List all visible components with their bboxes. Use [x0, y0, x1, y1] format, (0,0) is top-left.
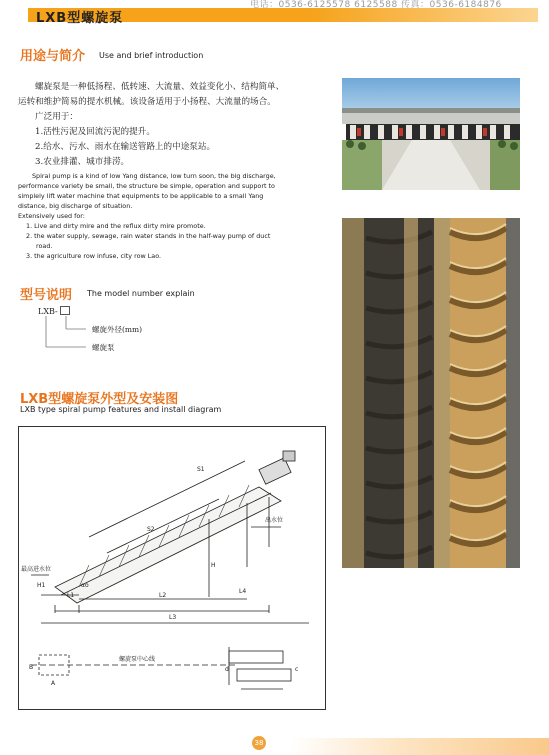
label-l3: L3	[169, 614, 177, 621]
page-number: 38	[252, 736, 266, 750]
label-s2: S2	[147, 526, 155, 533]
install-heading-cn: LXB型螺旋泵外型及安装图	[20, 392, 179, 407]
label-h1: H1	[37, 582, 46, 589]
label-out-level: 出水位	[265, 517, 284, 524]
item-en-3: 3. the agriculture row infuse, city row Lao.	[26, 252, 162, 260]
label-h: H	[211, 562, 216, 569]
used-for-en: Extensively used for:	[18, 212, 85, 220]
label-a: A	[51, 680, 56, 687]
model-code-text: LXB-	[38, 307, 58, 316]
intro-en-line4: distance, big discharge of situation.	[18, 202, 133, 210]
item-cn-3: 3.农业排灌、城市排涝。	[35, 157, 130, 167]
used-for-cn: 广泛用于：	[35, 112, 78, 122]
model-heading-en: The model number explain	[87, 289, 195, 298]
intro-en-line2: performance variety be small, the structure be simple, operation and support to	[18, 182, 275, 190]
model-label-diameter: 螺旋外径(mm)	[92, 325, 143, 334]
model-label-pump: 螺旋泵	[92, 343, 115, 352]
label-center-line: 螺旋泵中心线	[119, 656, 156, 663]
pump-station-photo	[342, 78, 520, 190]
screw-pump-photo	[342, 218, 520, 568]
label-b: B	[29, 664, 34, 671]
install-diagram	[18, 426, 326, 710]
page-title: LXB型螺旋泵	[36, 11, 124, 26]
item-cn-2: 2.给水、污水、雨水在输送管路上的中途泵站。	[35, 142, 216, 152]
install-heading-en: LXB type spiral pump features and install diagram	[20, 405, 222, 414]
intro-heading-cn: 用途与简介	[20, 49, 86, 64]
model-leader-lines	[40, 312, 100, 354]
model-heading-cn: 型号说明	[20, 288, 73, 303]
label-d: d	[225, 666, 229, 673]
label-max-level: 最高进水位	[21, 566, 52, 573]
item-en-2-cont: road.	[36, 242, 53, 250]
contact-info: 电话：0536-6125578 6125588 传真：0536-6184876	[250, 0, 502, 10]
intro-en-line1: Spiral pump is a kind of low Yang distance, low turn soon, the big discharge,	[32, 172, 276, 180]
intro-para-line1: 螺旋泵是一种低扬程、低转速、大流量、效益变化小、结构简单、	[35, 82, 285, 92]
item-cn-1: 1.活性污泥及回流污泥的提升。	[35, 127, 155, 137]
intro-en-line3: simplely lift water machine that equipments to be applicable to a small Yang	[18, 192, 264, 200]
footer-bar	[290, 738, 549, 755]
intro-heading-en: Use and brief introduction	[99, 51, 204, 60]
label-angle: αo	[81, 582, 89, 589]
label-c: c	[295, 666, 299, 673]
label-l2: L2	[159, 592, 167, 599]
label-l1: L1	[67, 592, 75, 599]
install-diagram-svg	[19, 427, 325, 709]
item-en-1: 1. Live and dirty mire and the reflux dirty mire promote.	[26, 222, 206, 230]
label-s1: S1	[197, 466, 205, 473]
item-en-2: 2. the water supply, sewage, rain water stands in the half-way pump of duct	[26, 232, 271, 240]
intro-para-line2: 运转和维护简易的提水机械。该设备适用于小扬程、大流量的场合。	[18, 97, 276, 107]
label-l4: L4	[239, 588, 247, 595]
